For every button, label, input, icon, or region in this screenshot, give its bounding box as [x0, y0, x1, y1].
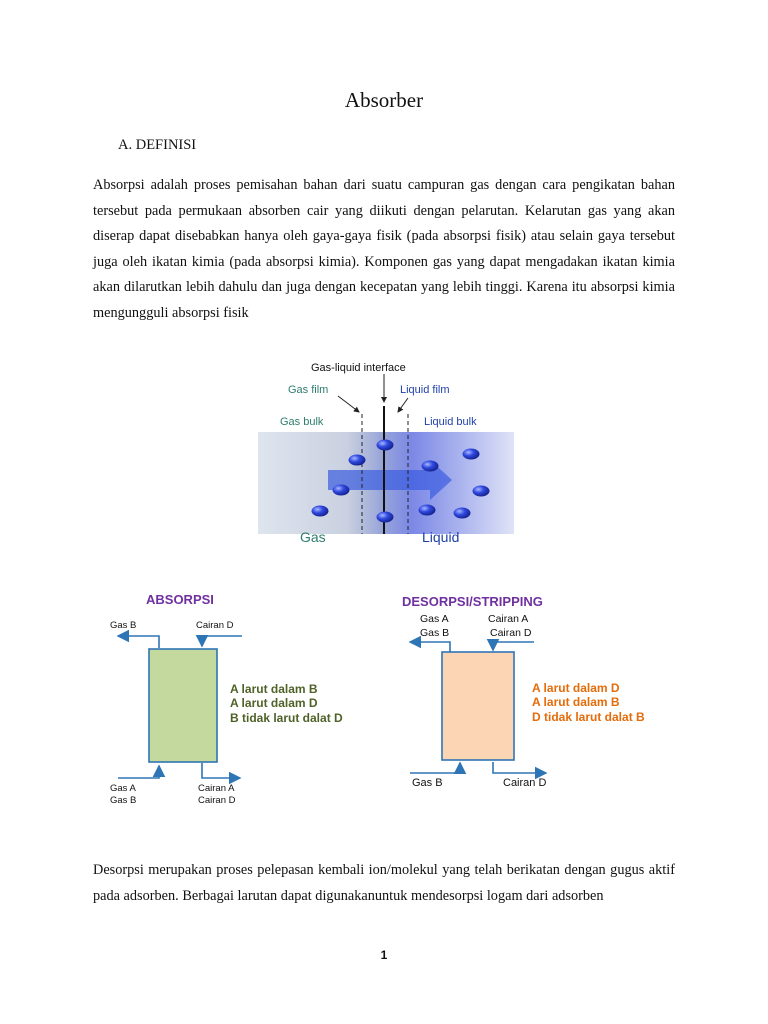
absorpsi-title: ABSORPSI	[146, 592, 214, 607]
desorpsi-gas-in-arrow	[410, 763, 460, 773]
absorpsi-note: B tidak larut dalat D	[230, 711, 343, 725]
absorpsi-top-left-label: Gas B	[110, 620, 137, 631]
absorpsi-note: A larut dalam D	[230, 696, 318, 710]
liquid-bulk-label: Liquid bulk	[424, 416, 477, 428]
absorpsi-liquid-in-arrow	[202, 636, 242, 646]
molecule	[463, 449, 480, 460]
absorpsi-bottom-left-label: Gas A	[110, 783, 136, 794]
desorpsi-note: D tidak larut dalat B	[532, 710, 645, 724]
interface-label: Gas-liquid interface	[311, 362, 406, 374]
desorpsi-note: A larut dalam D	[532, 681, 620, 695]
absorpsi-bottom-right-label: Cairan A	[198, 783, 235, 794]
page-title: Absorber	[344, 88, 424, 112]
gas-label: Gas	[300, 529, 326, 545]
absorpsi-bottom-left-label: Gas B	[110, 795, 137, 806]
absorpsi-column	[149, 649, 217, 762]
molecule	[377, 512, 394, 523]
paragraph-absorpsi: Absorpsi adalah proses pemisahan bahan dari suatu campuran gas dengan cara pengikatan bahan tersebut pada permukaan absorben cair yang diikuti dengan pelarutan. Kelarutan gas yang akan diserap dapat disebabkan hanya oleh gaya-gaya fisik (pada absorpsi fisik) atau selain gaya tersebut juga oleh ikatan kimia (pada absorpsi kimia). Komponen gas yang dapat mengadakan ikatan kimia akan dilarutkan lebih dahulu dan juga dengan kecepatan yang lebih tinggi. Karena itu absorpsi kimia mengungguli absorpsi fisik	[93, 177, 675, 321]
liquid-film-pointer	[398, 398, 408, 412]
absorpsi-diagram	[104, 588, 374, 810]
gas-bulk-label: Gas bulk	[280, 416, 324, 428]
absorpsi-liquid-out-arrow	[202, 763, 240, 778]
desorpsi-top-right-label: Cairan A	[488, 613, 529, 625]
desorpsi-title: DESORPSI/STRIPPING	[402, 594, 543, 609]
gas-liquid-interface-figure	[258, 356, 514, 550]
gas-film-label: Gas film	[288, 384, 329, 396]
absorpsi-gas-in-arrow	[118, 766, 159, 778]
desorpsi-bottom-right-label: Cairan D	[503, 777, 547, 789]
molecule	[419, 505, 436, 516]
desorpsi-top-right-label: Cairan D	[490, 627, 532, 639]
desorpsi-top-left-label: Gas A	[420, 613, 449, 625]
liquid-label: Liquid	[422, 529, 460, 545]
section-heading: A. DEFINISI	[118, 137, 197, 153]
desorpsi-top-left-label: Gas B	[420, 627, 450, 639]
absorpsi-bottom-right-label: Cairan D	[198, 795, 236, 806]
molecule	[333, 485, 350, 496]
liquid-film-label: Liquid film	[400, 384, 450, 396]
absorpsi-gas-out-arrow	[118, 636, 159, 648]
molecule	[312, 506, 329, 517]
molecule	[349, 455, 366, 466]
desorpsi-column	[442, 652, 514, 760]
molecule	[473, 486, 490, 497]
desorpsi-diagram	[398, 590, 680, 800]
desorpsi-liquid-out-arrow	[493, 762, 546, 773]
molecule	[454, 508, 471, 519]
page-number: 1	[380, 948, 388, 962]
desorpsi-bottom-left-label: Gas B	[412, 777, 443, 789]
gas-film-pointer	[338, 396, 359, 412]
desorpsi-note: A larut dalam B	[532, 695, 620, 709]
desorpsi-gas-out-arrow	[410, 642, 450, 652]
molecule	[377, 440, 394, 451]
absorpsi-note: A larut dalam B	[230, 682, 318, 696]
desorpsi-liquid-in-arrow	[493, 642, 534, 650]
absorpsi-top-right-label: Cairan D	[196, 620, 234, 631]
molecule	[422, 461, 439, 472]
paragraph-desorpsi: Desorpsi merupakan proses pelepasan kembali ion/molekul yang telah berikatan dengan gugus aktif pada adsorben. Berbagai larutan dapat digunakanuntuk mendesorpsi logam dari adsorben	[93, 862, 675, 904]
